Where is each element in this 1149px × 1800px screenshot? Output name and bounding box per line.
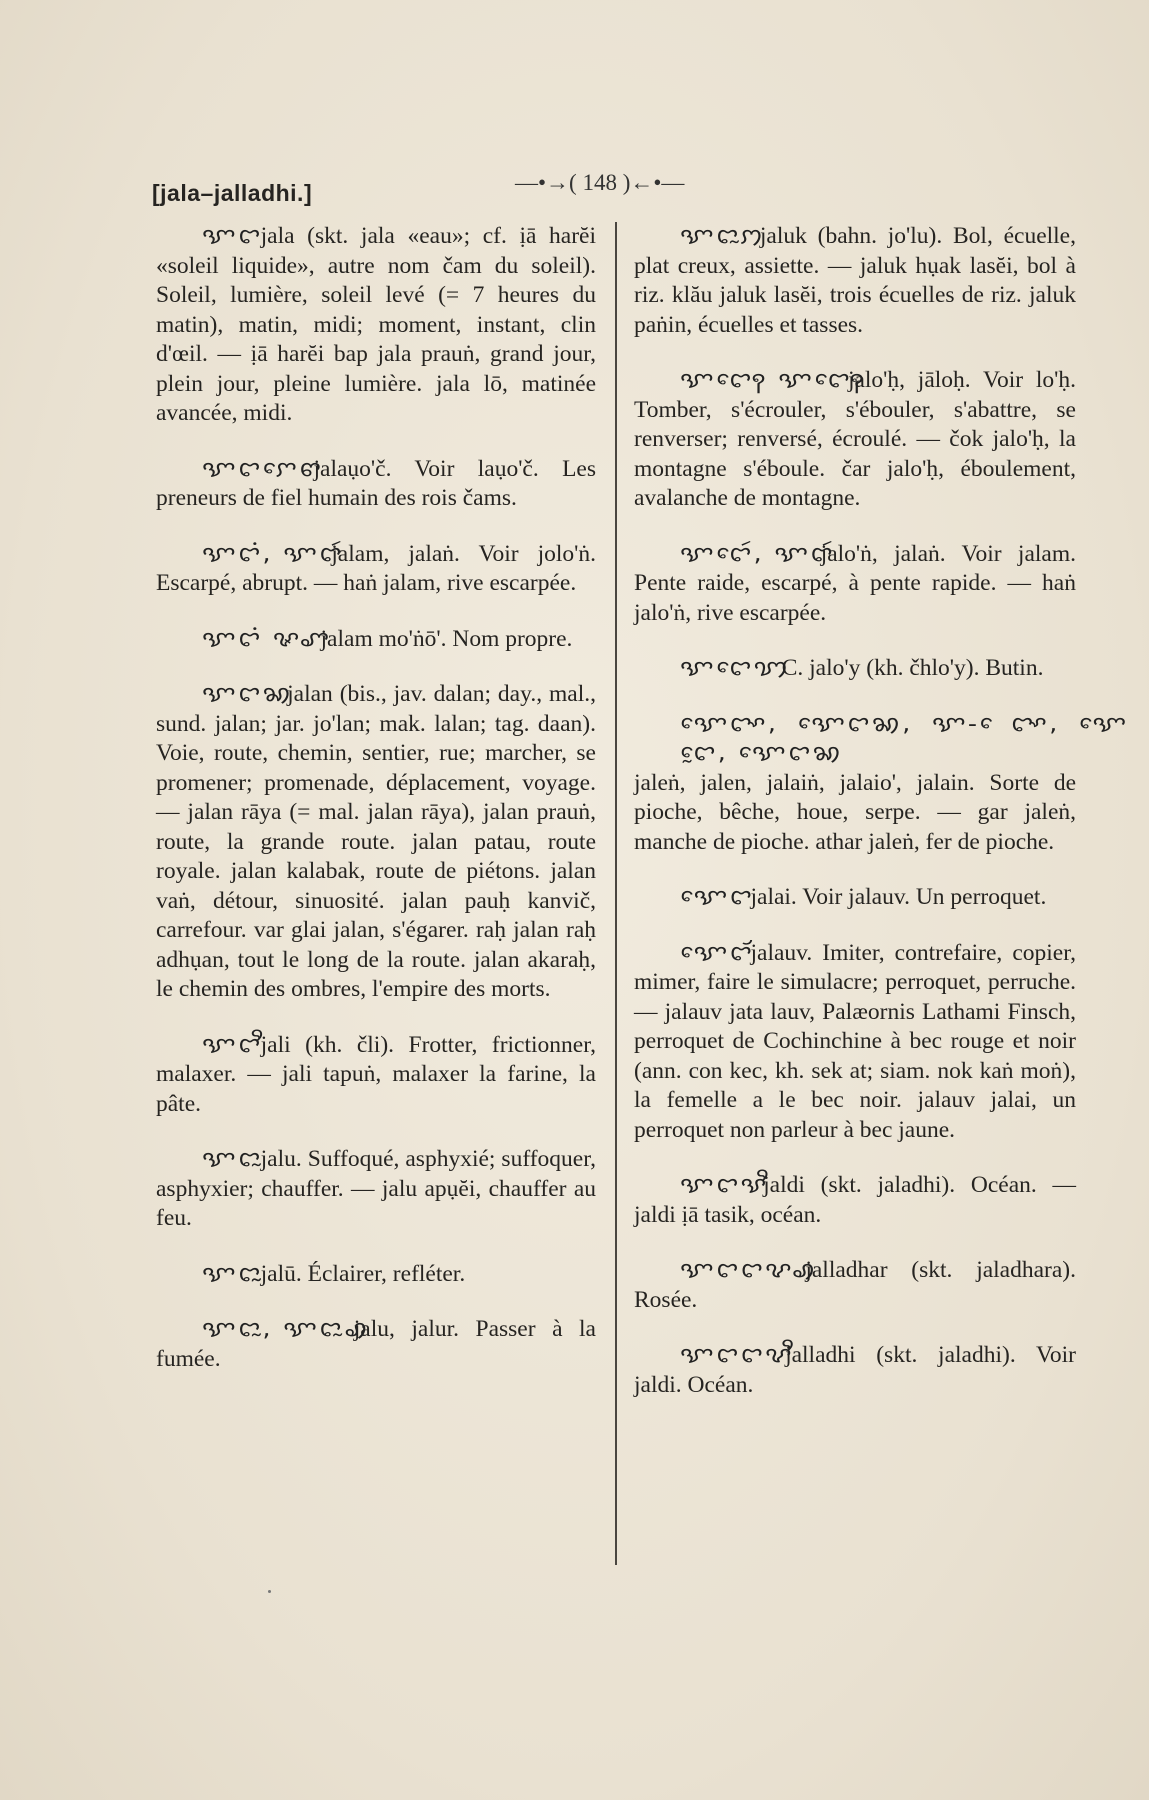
dictionary-entry — [156, 222, 596, 429]
dictionary-entry — [156, 540, 596, 599]
dictionary-entry — [634, 222, 1076, 340]
dictionary-entry — [156, 455, 596, 514]
cham-script: ꨎꨯꨤꨳ, ꨎꨯꨤꩆ, ꨎ- ꨯꨤꨳ, ꨎꨯꨤꨰ, ꨎꨯꨤꩆ — [680, 711, 1129, 766]
dictionary-entry — [634, 654, 1076, 684]
entry-text: jaluk (bahn. jo'lu). Bol, écuelle, plat creux, assiette. — jaluk hụak lasĕi, bol à riz. klău jaluk lasĕi, trois écuelles de riz. jaluk paṅin, écuelles et tasses. — [634, 223, 1076, 338]
entry-text: jalan (bis., jav. dalan; day., mal., sund. jalan; jar. jo'lan; mak. lalan; tag. daan). Voie, route, chemin, sentier, rue; marcher, se promener; promenade, déplacement, voyage. — jalan rāya (= mal. jalan rāya), jalan prauṅ, route, la grande route. jalan patau, route royale. jalan kalabak, route de piétons. jalan vaṅ, détour, sinuosité. jalan pauḥ kanvič, carrefour. var glai jalan, s'égarer. raḥ jalan raḥ adhụan, tout le long de la route. jalan akaraḥ, le chemin des ombres, l'empire des morts. — [156, 681, 596, 1002]
cham-script: ꨎꨤꩆ — [202, 682, 294, 707]
cham-script: ꨎꨤꨆꨯꨓ — [202, 456, 324, 482]
dictionary-entry — [156, 1031, 596, 1120]
dictionary-entry — [156, 1315, 596, 1374]
cham-script: ꨎꨯꨤꨮ — [680, 940, 755, 966]
dictionary-entry — [634, 1256, 1076, 1315]
cham-script: ꨎꨤꨭꩀ — [680, 224, 765, 249]
dictionary-entry — [634, 710, 1129, 858]
dictionary-entry — [156, 680, 596, 1005]
entry-text: jalo'ṅ, jalaṅ. Voir jalam. Pente raide, escarpé, à pente rapide. — haṅ jalo'ṅ, rive escarpée. — [634, 540, 1076, 626]
entry-text: jaleṅ, jalen, jalaiṅ, jalaio', jalain. Sorte de pioche, bêche, houe, serpe. — gar jaleṅ, manche de pioche. athar jaleṅ, fer de pioche. — [634, 769, 1076, 855]
cham-script: ꨎꨤꩌ ꨟꨚ — [202, 626, 332, 652]
cham-script: ꨎꨤ — [202, 224, 263, 249]
dictionary-entry — [156, 1260, 596, 1290]
entry-text: C. jalo'y (kh. čhlo'y). Butin. — [781, 655, 1044, 681]
entry-text: jaldi (skt. jaladhi). Océan. — jaldi ịā tasik, océan. — [634, 1172, 1076, 1228]
entry-text: jalo'ḥ, jāloḥ. Voir lo'ḥ. Tomber, s'écrouler, s'ébouler, s'abattre, se renverser; renversé, écroulé. — čok jalo'ḥ, la montagne s'éboule. čar jalo'ḥ, éboulement, avalanche de montagne. — [634, 367, 1076, 511]
cham-script: ꨎꨤꨤꨖꨪ — [680, 1343, 794, 1368]
column-divider — [615, 222, 617, 1565]
speck — [268, 1590, 271, 1593]
dictionary-entry — [634, 1341, 1076, 1400]
cham-script: ꨎꨤꨯꩃ, ꨎꨤꩃ — [680, 541, 835, 567]
cham-script: ꨎꨯꨤ — [680, 885, 755, 910]
cham-script: ꨎꨤꨯꩈ — [680, 656, 791, 681]
entry-text: jalam mo'ṅō'. Nom propre. — [320, 625, 573, 652]
cham-script: ꨎꨤꨕꨪ — [680, 1173, 769, 1198]
entry-text: jalladhi (skt. jaladhi). Voir jaldi. Océan. — [634, 1342, 1076, 1398]
entry-text: jala (skt. jala «eau»; cf. ịā harĕi «soleil liquide», autre nom čam du soleil). Soleil, lumière, soleil levé (= 7 heures du matin), matin, midi; moment, instant, clin d'œil. — ịā harĕi bap jala prauṅ, grand jour, plein jour, pleine lumière. jala lō, matinée avancée, midi. — [156, 223, 596, 426]
cham-script: ꨎꨤꩌ, ꨎꨤꩃ — [202, 541, 344, 567]
entry-text: jalu. Suffoqué, asphyxié; suffoquer, asphyxier; chauffer. — jalu apụĕi, chauffer au feu. — [156, 1146, 596, 1231]
entry-text: jalaụo'č. Voir laụo'č. Les preneurs de fiel humain des rois čams. — [156, 455, 596, 511]
dictionary-entry — [634, 540, 1076, 629]
dictionary-entry — [634, 939, 1076, 1146]
entry-text: jalladhar (skt. jaladhara). Rosée. — [634, 1257, 1076, 1313]
dictionary-entry — [156, 1145, 596, 1234]
left-column — [156, 222, 596, 1400]
dictionary-entry — [634, 1171, 1076, 1230]
entry-text: jalauv. Imiter, contrefaire, copier, mimer, faire le simulacre; perroquet, perruche. — jalauv jata lauv, Palæornis Lathami Finsch, perroquet de Cochinchine à bec rouge et noir (ann. con kec, kh. sek at; siam. nok kaṅ moṅ), la femelle a le bec noir. jalauv jalai, un perroquet non parleur à bec jaune. — [634, 939, 1076, 1143]
cham-script: ꨎꨤꨯꩍ ꨎꨤꨯꩍ — [680, 368, 867, 393]
dictionary-entry — [634, 883, 1076, 913]
dictionary-entry — [156, 625, 596, 655]
entry-text: jalam, jalaṅ. Voir jolo'ṅ. Escarpé, abrupt. — haṅ jalam, rive escarpée. — [156, 540, 596, 596]
entry-text: jali (kh. čli). Frotter, frictionner, malaxer. — jali tapuṅ, malaxer la farine, la pâte. — [156, 1031, 596, 1117]
cham-script: ꨎꨤꨤꨖꩉ — [680, 1258, 818, 1283]
entry-range: [jala–jalladhi.] — [152, 180, 313, 206]
cham-script: ꨎꨤꨭ, ꨎꨤꨭꩉ — [202, 1317, 370, 1342]
dictionary-entry — [634, 366, 1076, 514]
right-column — [634, 222, 1129, 1426]
entry-text: jalai. Voir jalauv. Un perroquet. — [750, 884, 1047, 910]
page-number: —•→( 148 )←•— — [515, 170, 685, 195]
entry-text: jalu, jalur. Passer à la fumée. — [156, 1316, 596, 1372]
cham-script: ꨎꨤꨭ — [202, 1147, 263, 1172]
cham-script: ꨎꨤꨭꨭ — [202, 1261, 263, 1287]
cham-script: ꨎꨤꨪ — [202, 1032, 263, 1058]
entry-text: jalū. Éclairer, refléter. — [260, 1260, 466, 1287]
running-head — [0, 168, 1149, 208]
